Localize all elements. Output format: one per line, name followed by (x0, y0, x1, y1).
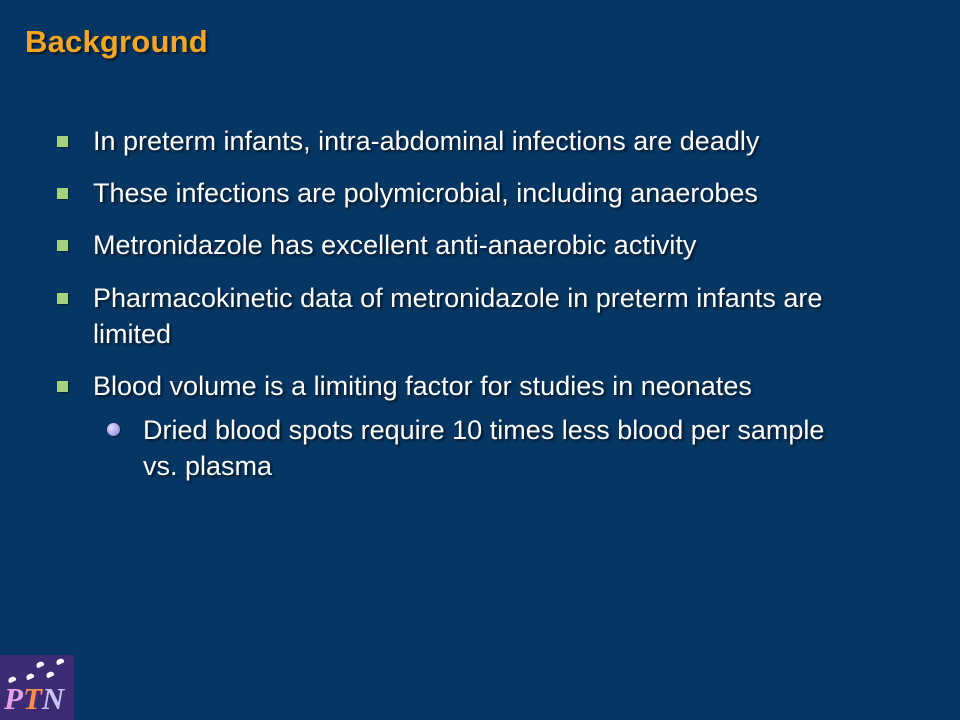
sub-bullet-item (107, 412, 847, 484)
sub-bullet-text: Dried blood spots require 10 times less blood per sample vs. plasma (143, 415, 825, 481)
bullet-item (57, 227, 897, 263)
bullet-text: Pharmacokinetic data of metronidazole in preterm infants are limited (93, 283, 823, 349)
square-bullet-icon (57, 136, 68, 147)
logo-letter: T (22, 681, 42, 716)
bullet-item (57, 368, 897, 404)
square-bullet-icon (57, 240, 68, 251)
bullet-text: Blood volume is a limiting factor for studies in neonates (93, 371, 752, 401)
logo-letter: N (41, 681, 65, 716)
round-bullet-icon (107, 423, 120, 436)
bullet-item (57, 123, 897, 159)
square-bullet-icon (57, 293, 68, 304)
bullet-item (57, 280, 837, 352)
footprint-icon (35, 661, 44, 669)
footprint-icon (55, 658, 64, 666)
square-bullet-icon (57, 188, 68, 199)
bullet-text: In preterm infants, intra-abdominal infections are deadly (93, 126, 760, 156)
square-bullet-icon (57, 381, 68, 392)
slide-title: Background (25, 24, 208, 59)
logo-letters (4, 681, 64, 717)
bullet-text: These infections are polymicrobial, including anaerobes (93, 178, 758, 208)
logo-letter: P (4, 681, 23, 716)
footprint-icon (25, 673, 34, 681)
bullet-item (57, 175, 897, 211)
footprint-icon (45, 671, 54, 679)
bullet-text: Metronidazole has excellent anti-anaerobic activity (93, 230, 697, 260)
ptn-logo (0, 655, 74, 720)
